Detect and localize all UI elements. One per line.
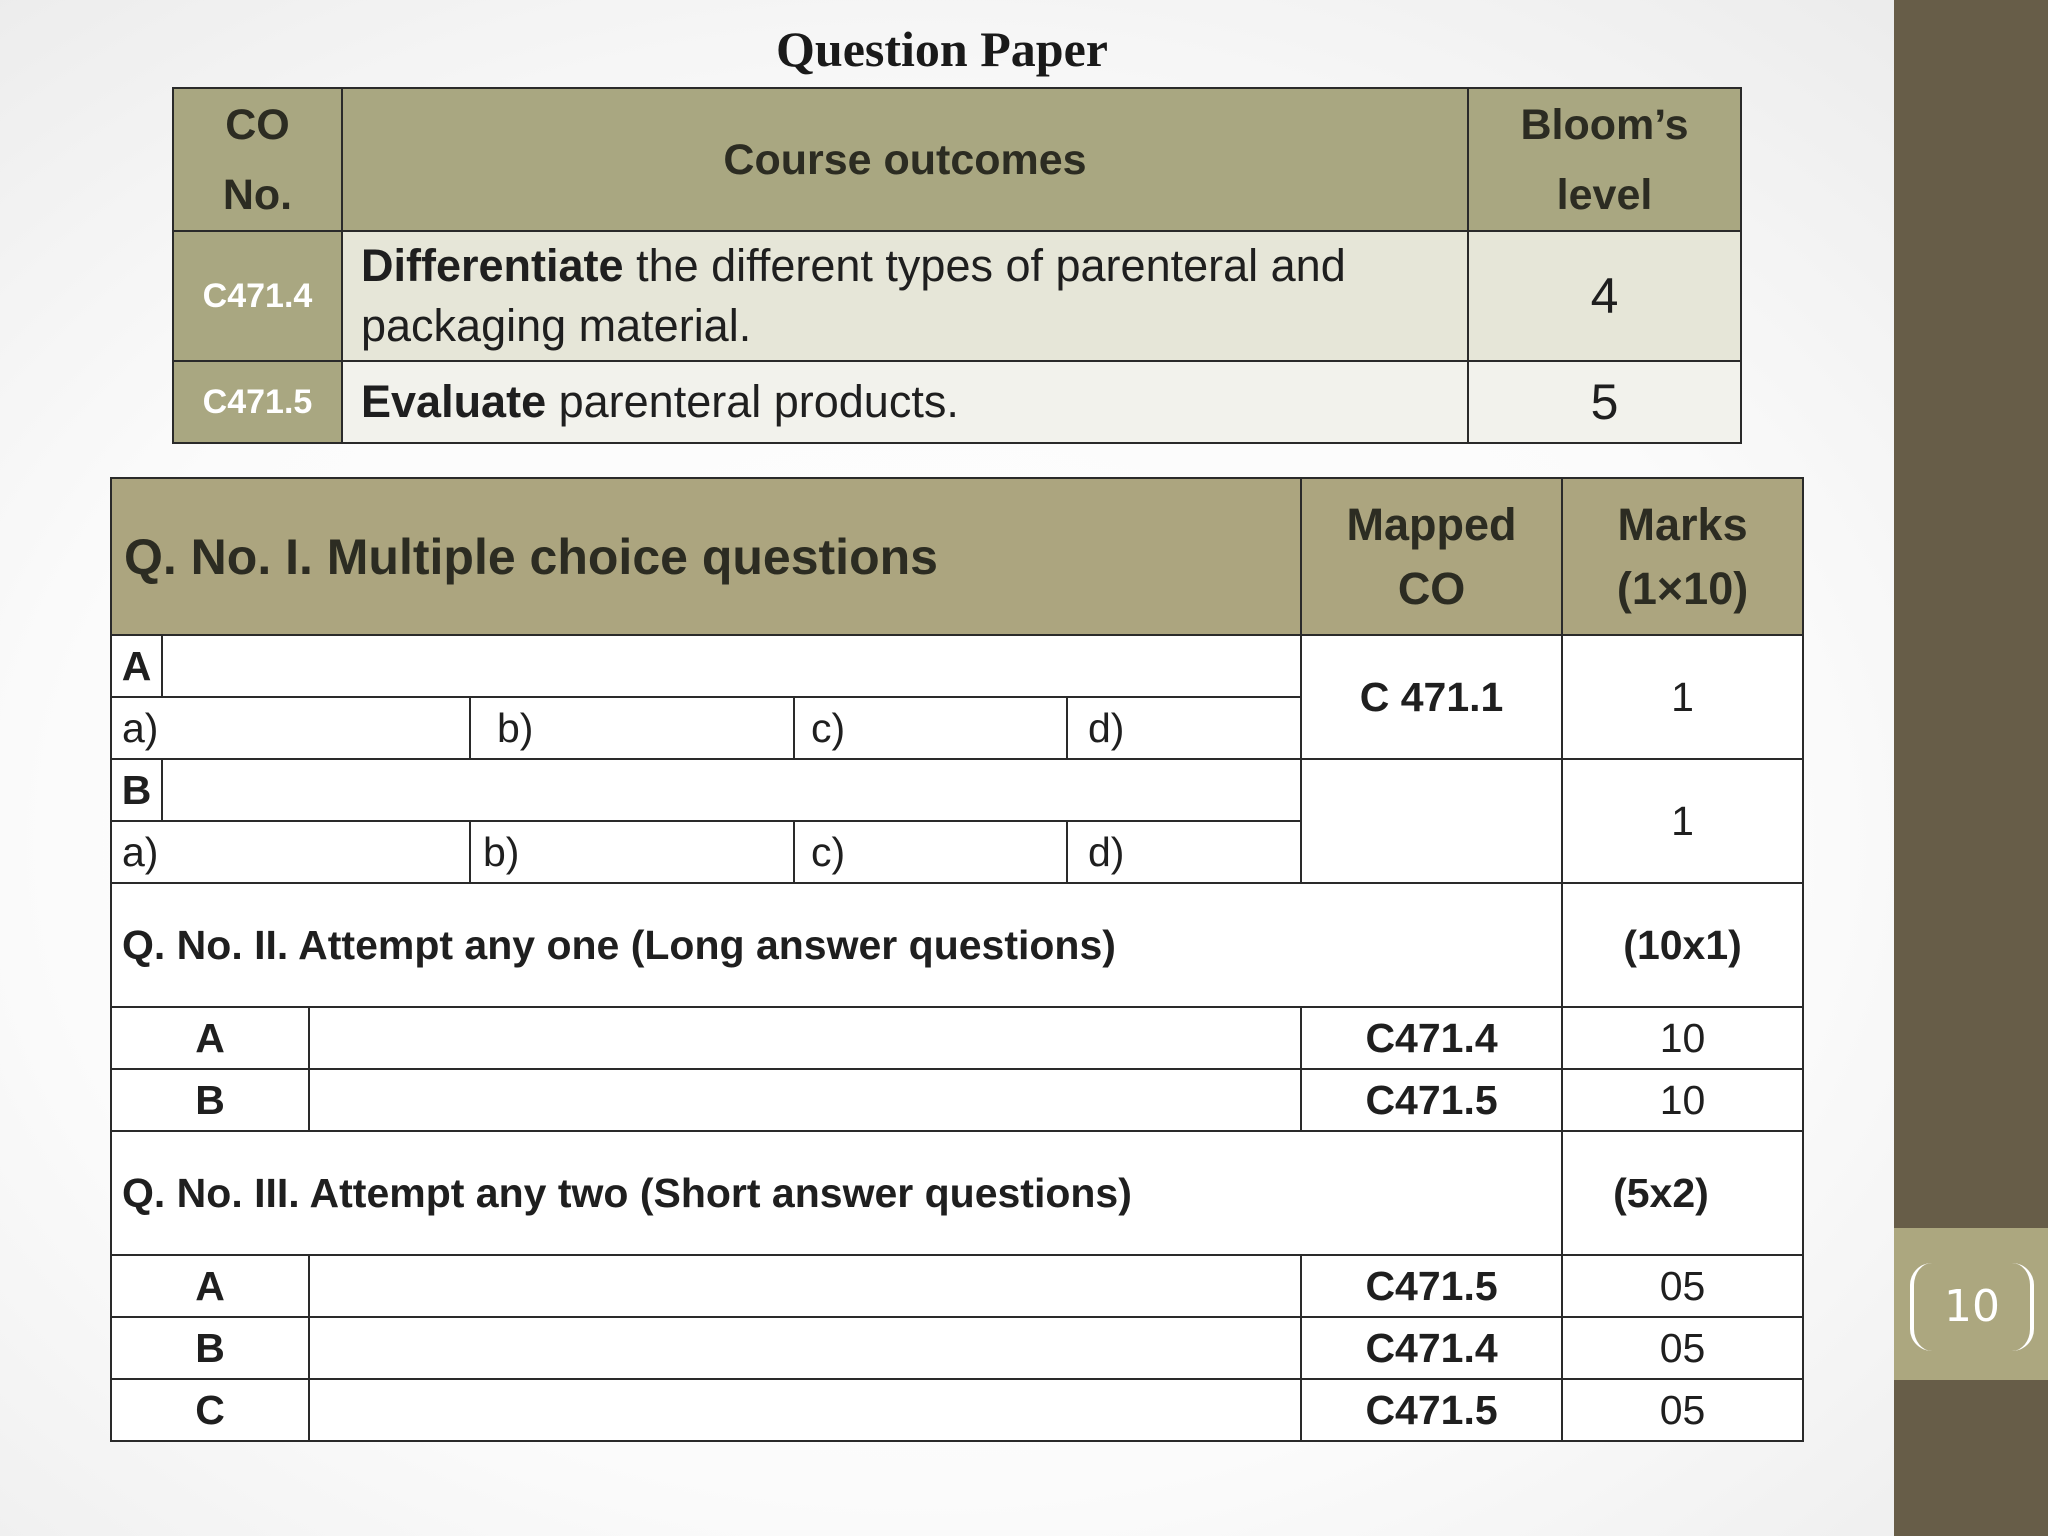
bloom-level: 5 <box>1468 361 1741 443</box>
mcq-label: B <box>111 759 162 821</box>
co-code: C471.5 <box>173 361 342 443</box>
option-d: d) <box>1067 821 1301 883</box>
short-row <box>111 1317 1803 1379</box>
mcq-co <box>1301 759 1562 883</box>
co-table-header <box>173 88 1741 231</box>
short-question <box>309 1317 1301 1379</box>
co-row <box>173 361 1741 443</box>
mapped-co-header: Mapped CO <box>1301 478 1562 635</box>
mcq-question <box>162 635 1301 697</box>
short-question <box>309 1379 1301 1441</box>
section3-marks: (5x2) <box>1562 1131 1803 1255</box>
long-row <box>111 1007 1803 1069</box>
section2-title: Q. No. II. Attempt any one (Long answer questions) <box>111 883 1562 1007</box>
questions-table <box>110 477 1804 1442</box>
long-label: A <box>111 1007 309 1069</box>
co-row <box>173 231 1741 361</box>
co-code: C471.4 <box>173 231 342 361</box>
short-label: C <box>111 1379 309 1441</box>
option-d: d) <box>1067 697 1301 759</box>
section3-header <box>111 1131 1803 1255</box>
section2-header <box>111 883 1803 1007</box>
co-text: the different types of parenteral and packaging material. <box>361 240 1346 351</box>
bloom-level: 4 <box>1468 231 1741 361</box>
marks-header: Marks (1×10) <box>1562 478 1803 635</box>
long-label: B <box>111 1069 309 1131</box>
option-a: a) <box>111 697 470 759</box>
short-label: B <box>111 1317 309 1379</box>
section1-title: Q. No. I. Multiple choice questions <box>111 478 1301 635</box>
mcq-question <box>162 759 1301 821</box>
long-co: C471.4 <box>1301 1007 1562 1069</box>
option-c: c) <box>794 697 1067 759</box>
option-b: b) <box>470 697 794 759</box>
long-marks: 10 <box>1562 1069 1803 1131</box>
long-marks: 10 <box>1562 1007 1803 1069</box>
short-row <box>111 1255 1803 1317</box>
short-label: A <box>111 1255 309 1317</box>
mcq-row <box>111 635 1803 697</box>
long-row <box>111 1069 1803 1131</box>
co-no-header: CO No. <box>173 88 342 231</box>
outcomes-header: Course outcomes <box>342 88 1468 231</box>
option-b: b) <box>470 821 794 883</box>
page-number: 10 <box>1910 1263 2034 1351</box>
short-marks: 05 <box>1562 1379 1803 1441</box>
short-marks: 05 <box>1562 1317 1803 1379</box>
short-question <box>309 1255 1301 1317</box>
short-co: C471.5 <box>1301 1255 1562 1317</box>
long-question <box>309 1069 1301 1131</box>
long-co: C471.5 <box>1301 1069 1562 1131</box>
mcq-row <box>111 759 1803 821</box>
short-co: C471.5 <box>1301 1379 1562 1441</box>
option-c: c) <box>794 821 1067 883</box>
short-co: C471.4 <box>1301 1317 1562 1379</box>
section2-marks: (10x1) <box>1562 883 1803 1007</box>
section1-header <box>111 478 1803 635</box>
page-title: Question Paper <box>776 21 1108 77</box>
mcq-marks: 1 <box>1562 635 1803 759</box>
course-outcomes-table <box>172 87 1742 444</box>
short-marks: 05 <box>1562 1255 1803 1317</box>
long-question <box>309 1007 1301 1069</box>
section3-title: Q. No. III. Attempt any two (Short answer questions) <box>111 1131 1562 1255</box>
mcq-marks: 1 <box>1562 759 1803 883</box>
co-description <box>342 231 1468 361</box>
mcq-co: C 471.1 <box>1301 635 1562 759</box>
short-row <box>111 1379 1803 1441</box>
bloom-header: Bloom’s level <box>1468 88 1741 231</box>
co-verb: Differentiate <box>361 240 624 291</box>
co-description <box>342 361 1468 443</box>
option-a: a) <box>111 821 470 883</box>
co-text: parenteral products. <box>546 376 959 427</box>
mcq-label: A <box>111 635 162 697</box>
co-verb: Evaluate <box>361 376 547 427</box>
